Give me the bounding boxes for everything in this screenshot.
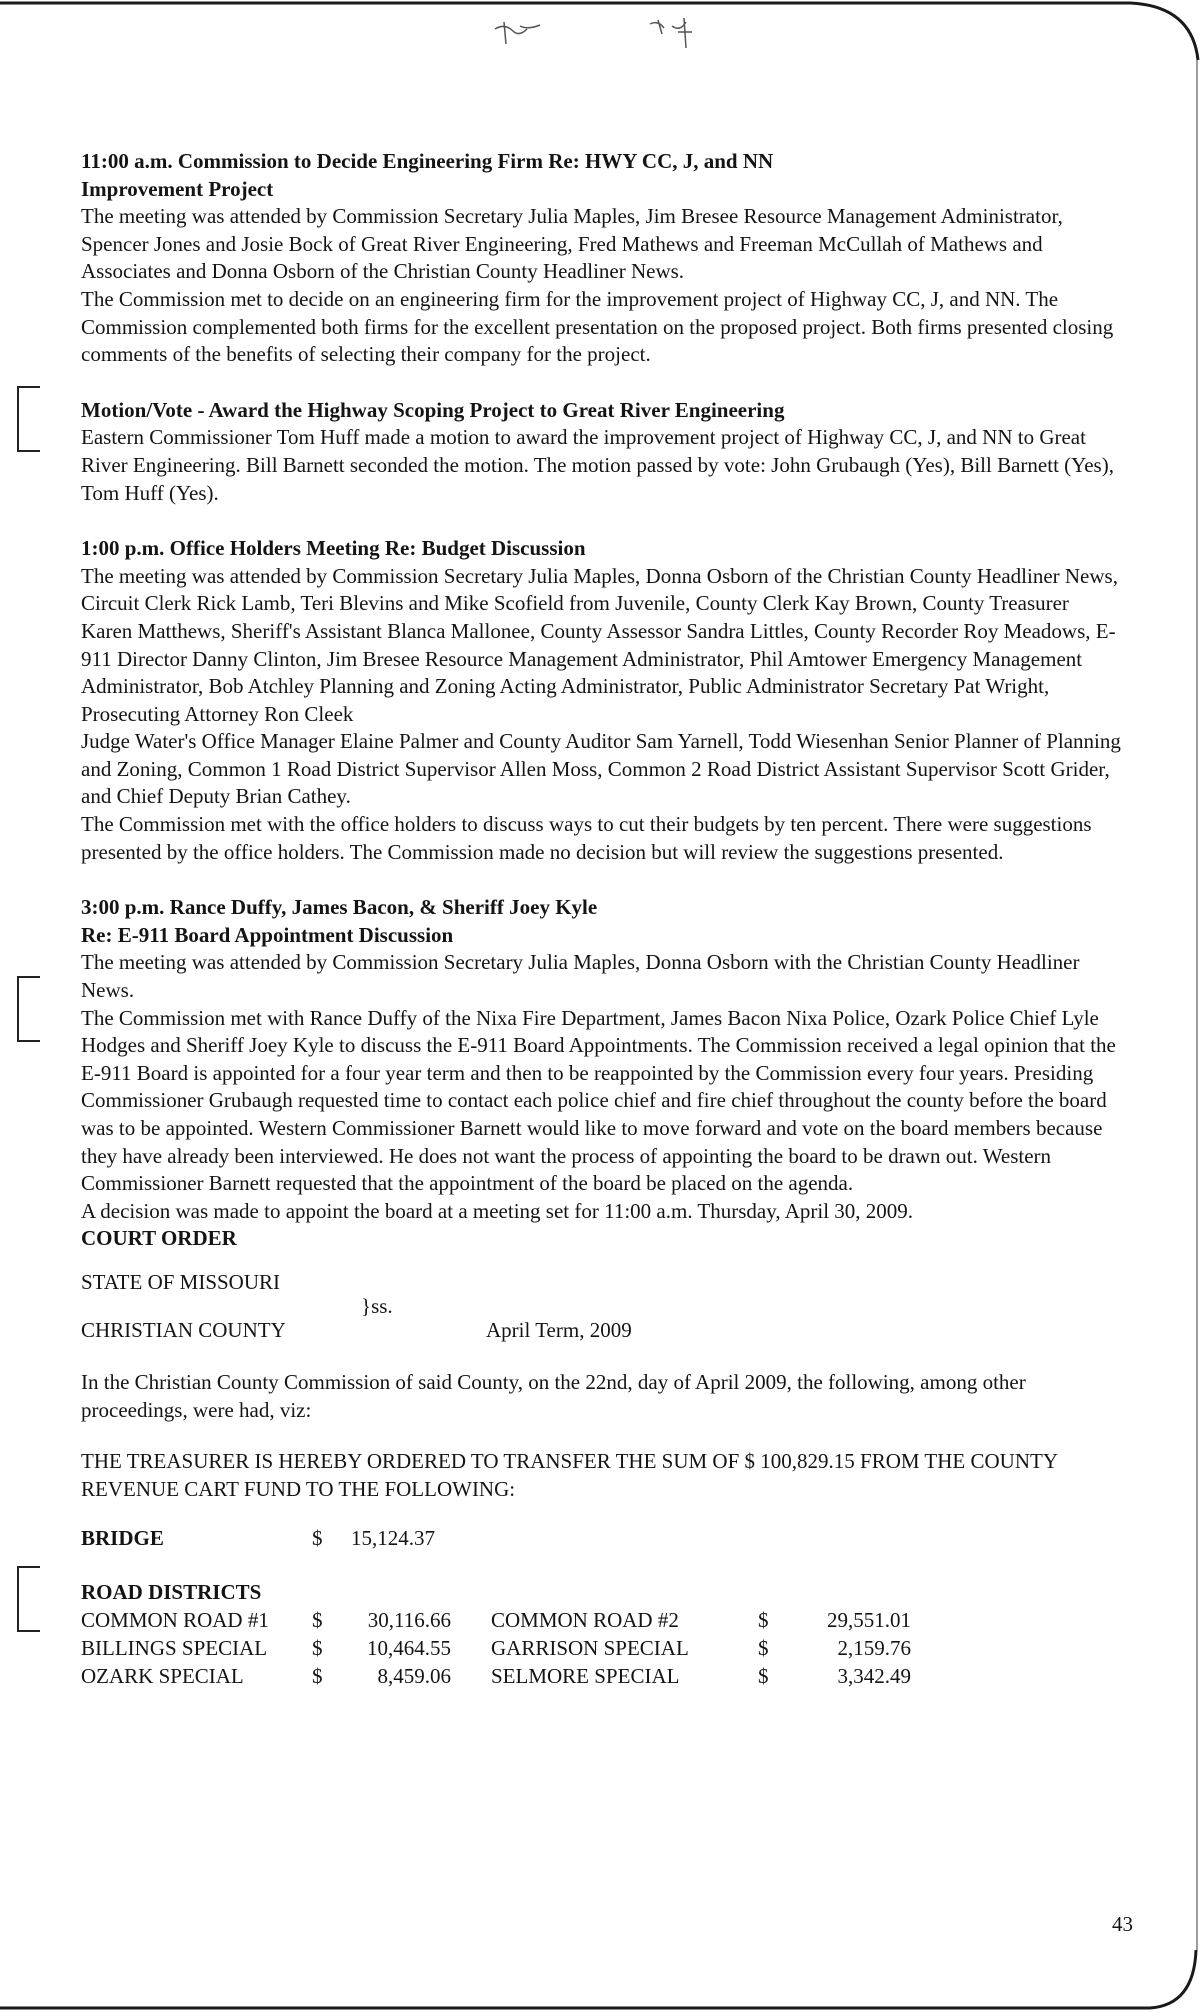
handwritten-marks	[490, 14, 750, 54]
binder-bracket	[10, 1565, 50, 1635]
allocation-row	[81, 1635, 1121, 1663]
district-label: COMMON ROAD #2	[491, 1607, 679, 1632]
district-amount: 2,159.76	[837, 1635, 911, 1660]
ss-line	[81, 1293, 1121, 1318]
transfer-order-paragraph: THE TREASURER IS HEREBY ORDERED TO TRANSFER THE SUM OF $ 100,829.15 FROM THE COUNTY REVENUE CART FUND TO THE FOLLOWING:	[81, 1449, 1058, 1501]
allocation-row	[81, 1663, 1121, 1691]
motion-vote-section	[81, 397, 1121, 507]
road-districts-heading: ROAD DISTRICTS	[81, 1580, 262, 1605]
page-number: 43	[1112, 1912, 1133, 1936]
binder-bracket	[10, 385, 50, 455]
bridge-label: BRIDGE	[81, 1526, 164, 1551]
attendance-paragraph: The meeting was attended by Commission Secretary Julia Maples, Jim Bresee Resource Management Administrator, Spencer Jones and Josie Bock of Great River Engineering, Fred Mathews and Freeman McCullah of Mathews and Associates and Donna Osborn of the Christian County Headliner News.	[81, 204, 1063, 284]
section-subheading: Re: E-911 Board Appointment Discussion	[81, 922, 454, 947]
allocation-row	[81, 1607, 1121, 1635]
court-order-title: COURT ORDER	[81, 1226, 237, 1251]
district-amount: 30,116.66	[367, 1607, 451, 1632]
bridge-row	[81, 1525, 1121, 1553]
preamble-paragraph: In the Christian County Commission of said County, on the 22nd, day of April 2009, the following, among other proceedings, were had, viz:	[81, 1369, 1026, 1422]
district-amount: 10,464.55	[367, 1635, 451, 1660]
decision-paragraph: A decision was made to appoint the board at a meeting set for 11:00 a.m. Thursday, April 30, 2009.	[81, 1198, 914, 1223]
currency-symbol: $	[758, 1607, 769, 1632]
section-heading: Motion/Vote - Award the Highway Scoping Project to Great River Engineering	[81, 397, 785, 422]
currency-symbol: $	[312, 1526, 323, 1551]
county-label: CHRISTIAN COUNTY	[81, 1317, 286, 1342]
district-amount: 3,342.49	[837, 1663, 911, 1688]
currency-symbol: $	[758, 1635, 769, 1660]
district-label: GARRISON SPECIAL	[491, 1635, 689, 1660]
district-label: OZARK SPECIAL	[81, 1663, 244, 1688]
body-paragraph: Eastern Commissioner Tom Huff made a motion to award the improvement project of Highway CC, J, and NN to Great River Engineering. Bill Barnett seconded the motion. The motion passed by vote: John Grubaugh (Yes), Bill Barnett (Yes), Tom Huff (Yes).	[81, 425, 1114, 505]
spacer	[81, 866, 1121, 894]
currency-symbol: $	[312, 1663, 323, 1688]
budget-discussion-section	[81, 535, 1121, 866]
county-line	[81, 1317, 1121, 1345]
district-amount: 8,459.06	[377, 1663, 451, 1688]
section-subheading: Improvement Project	[81, 176, 274, 201]
body-paragraph: The Commission met with Rance Duffy of the Nixa Fire Department, James Bacon Nixa Police, Ozark Police Chief Lyle Hodges and Sheriff Joey Kyle to discuss the E-911 Board Appointments. The Commission received a legal opinion that the E-911 Board is appointed for a four year term and then to be reappointed by the Commission every four years. Presiding Commissioner Grubaugh requested time to contact each police chief and fire chief throughout the county before the board was to be appointed. Western Commissioner Barnett would like to move forward and vote on the board members because they have already been interviewed. He does not want the process of appointing the board to be drawn out. Western Commissioner Barnett requested that the appointment of the board be placed on the agenda.	[81, 1005, 1116, 1196]
spacer	[81, 507, 1121, 535]
minutes-content	[81, 148, 1121, 1691]
bridge-amount: 15,124.37	[351, 1526, 435, 1551]
district-label: BILLINGS SPECIAL	[81, 1635, 268, 1660]
attendance-paragraph: The meeting was attended by Commission Secretary Julia Maples, Donna Osborn with the Christian County Headliner News.	[81, 950, 1080, 1003]
attendance-paragraph: Judge Water's Office Manager Elaine Palmer and County Auditor Sam Yarnell, Todd Wiesenhan Senior Planner of Planning and Zoning, Common 1 Road District Supervisor Allen Moss, Common 2 Road District Assistant Supervisor Scott Grider, and Chief Deputy Brian Cathey.	[81, 729, 1121, 809]
currency-symbol: $	[312, 1607, 323, 1632]
state-line	[81, 1269, 1121, 1297]
attendance-paragraph: The meeting was attended by Commission Secretary Julia Maples, Donna Osborn of the Christian County Headliner News, Circuit Clerk Rick Lamb, Teri Blevins and Mike Scofield from Juvenile, County Clerk Kay Brown, County Treasurer Karen Matthews, Sheriff's Assistant Blanca Mallonee, County Assessor Sandra Littles, County Recorder Roy Meadows, E-911 Director Danny Clinton, Jim Bresee Resource Management Administrator, Phil Amtower Emergency Management Administrator, Bob Atchley Planning and Zoning Acting Administrator, Public Administrator Secretary Pat Wright, Prosecuting Attorney Ron Cleek	[81, 563, 1118, 726]
district-label: SELMORE SPECIAL	[491, 1663, 680, 1688]
currency-symbol: $	[758, 1663, 769, 1688]
section-heading: 3:00 p.m. Rance Duffy, James Bacon, & Sheriff Joey Kyle	[81, 895, 598, 920]
e911-board-section	[81, 894, 1121, 1225]
engineering-firm-section	[81, 148, 1121, 369]
district-label: COMMON ROAD #1	[81, 1607, 269, 1632]
section-heading: 11:00 a.m. Commission to Decide Engineering Firm Re: HWY CC, J, and NN	[81, 149, 774, 173]
body-paragraph: The Commission met to decide on an engineering firm for the improvement project of Highway CC, J, and NN. The Commission complemented both firms for the excellent presentation on the proposed project. Both firms presented closing comments of the benefits of selecting their company for the project.	[81, 286, 1114, 367]
ss-mark: }ss.	[361, 1293, 393, 1318]
binder-bracket	[10, 975, 50, 1045]
currency-symbol: $	[312, 1635, 323, 1660]
district-amount: 29,551.01	[827, 1607, 911, 1632]
body-paragraph: The Commission met with the office holders to discuss ways to cut their budgets by ten percent. There were suggestions presented by the office holders. The Commission made no decision but will review the suggestions presented.	[81, 812, 1092, 864]
section-heading: 1:00 p.m. Office Holders Meeting Re: Budget Discussion	[81, 536, 586, 561]
court-order-section	[81, 1225, 1121, 1691]
term-label: April Term, 2009	[486, 1317, 632, 1342]
state-label: STATE OF MISSOURI	[81, 1269, 281, 1294]
spacer	[81, 369, 1121, 397]
